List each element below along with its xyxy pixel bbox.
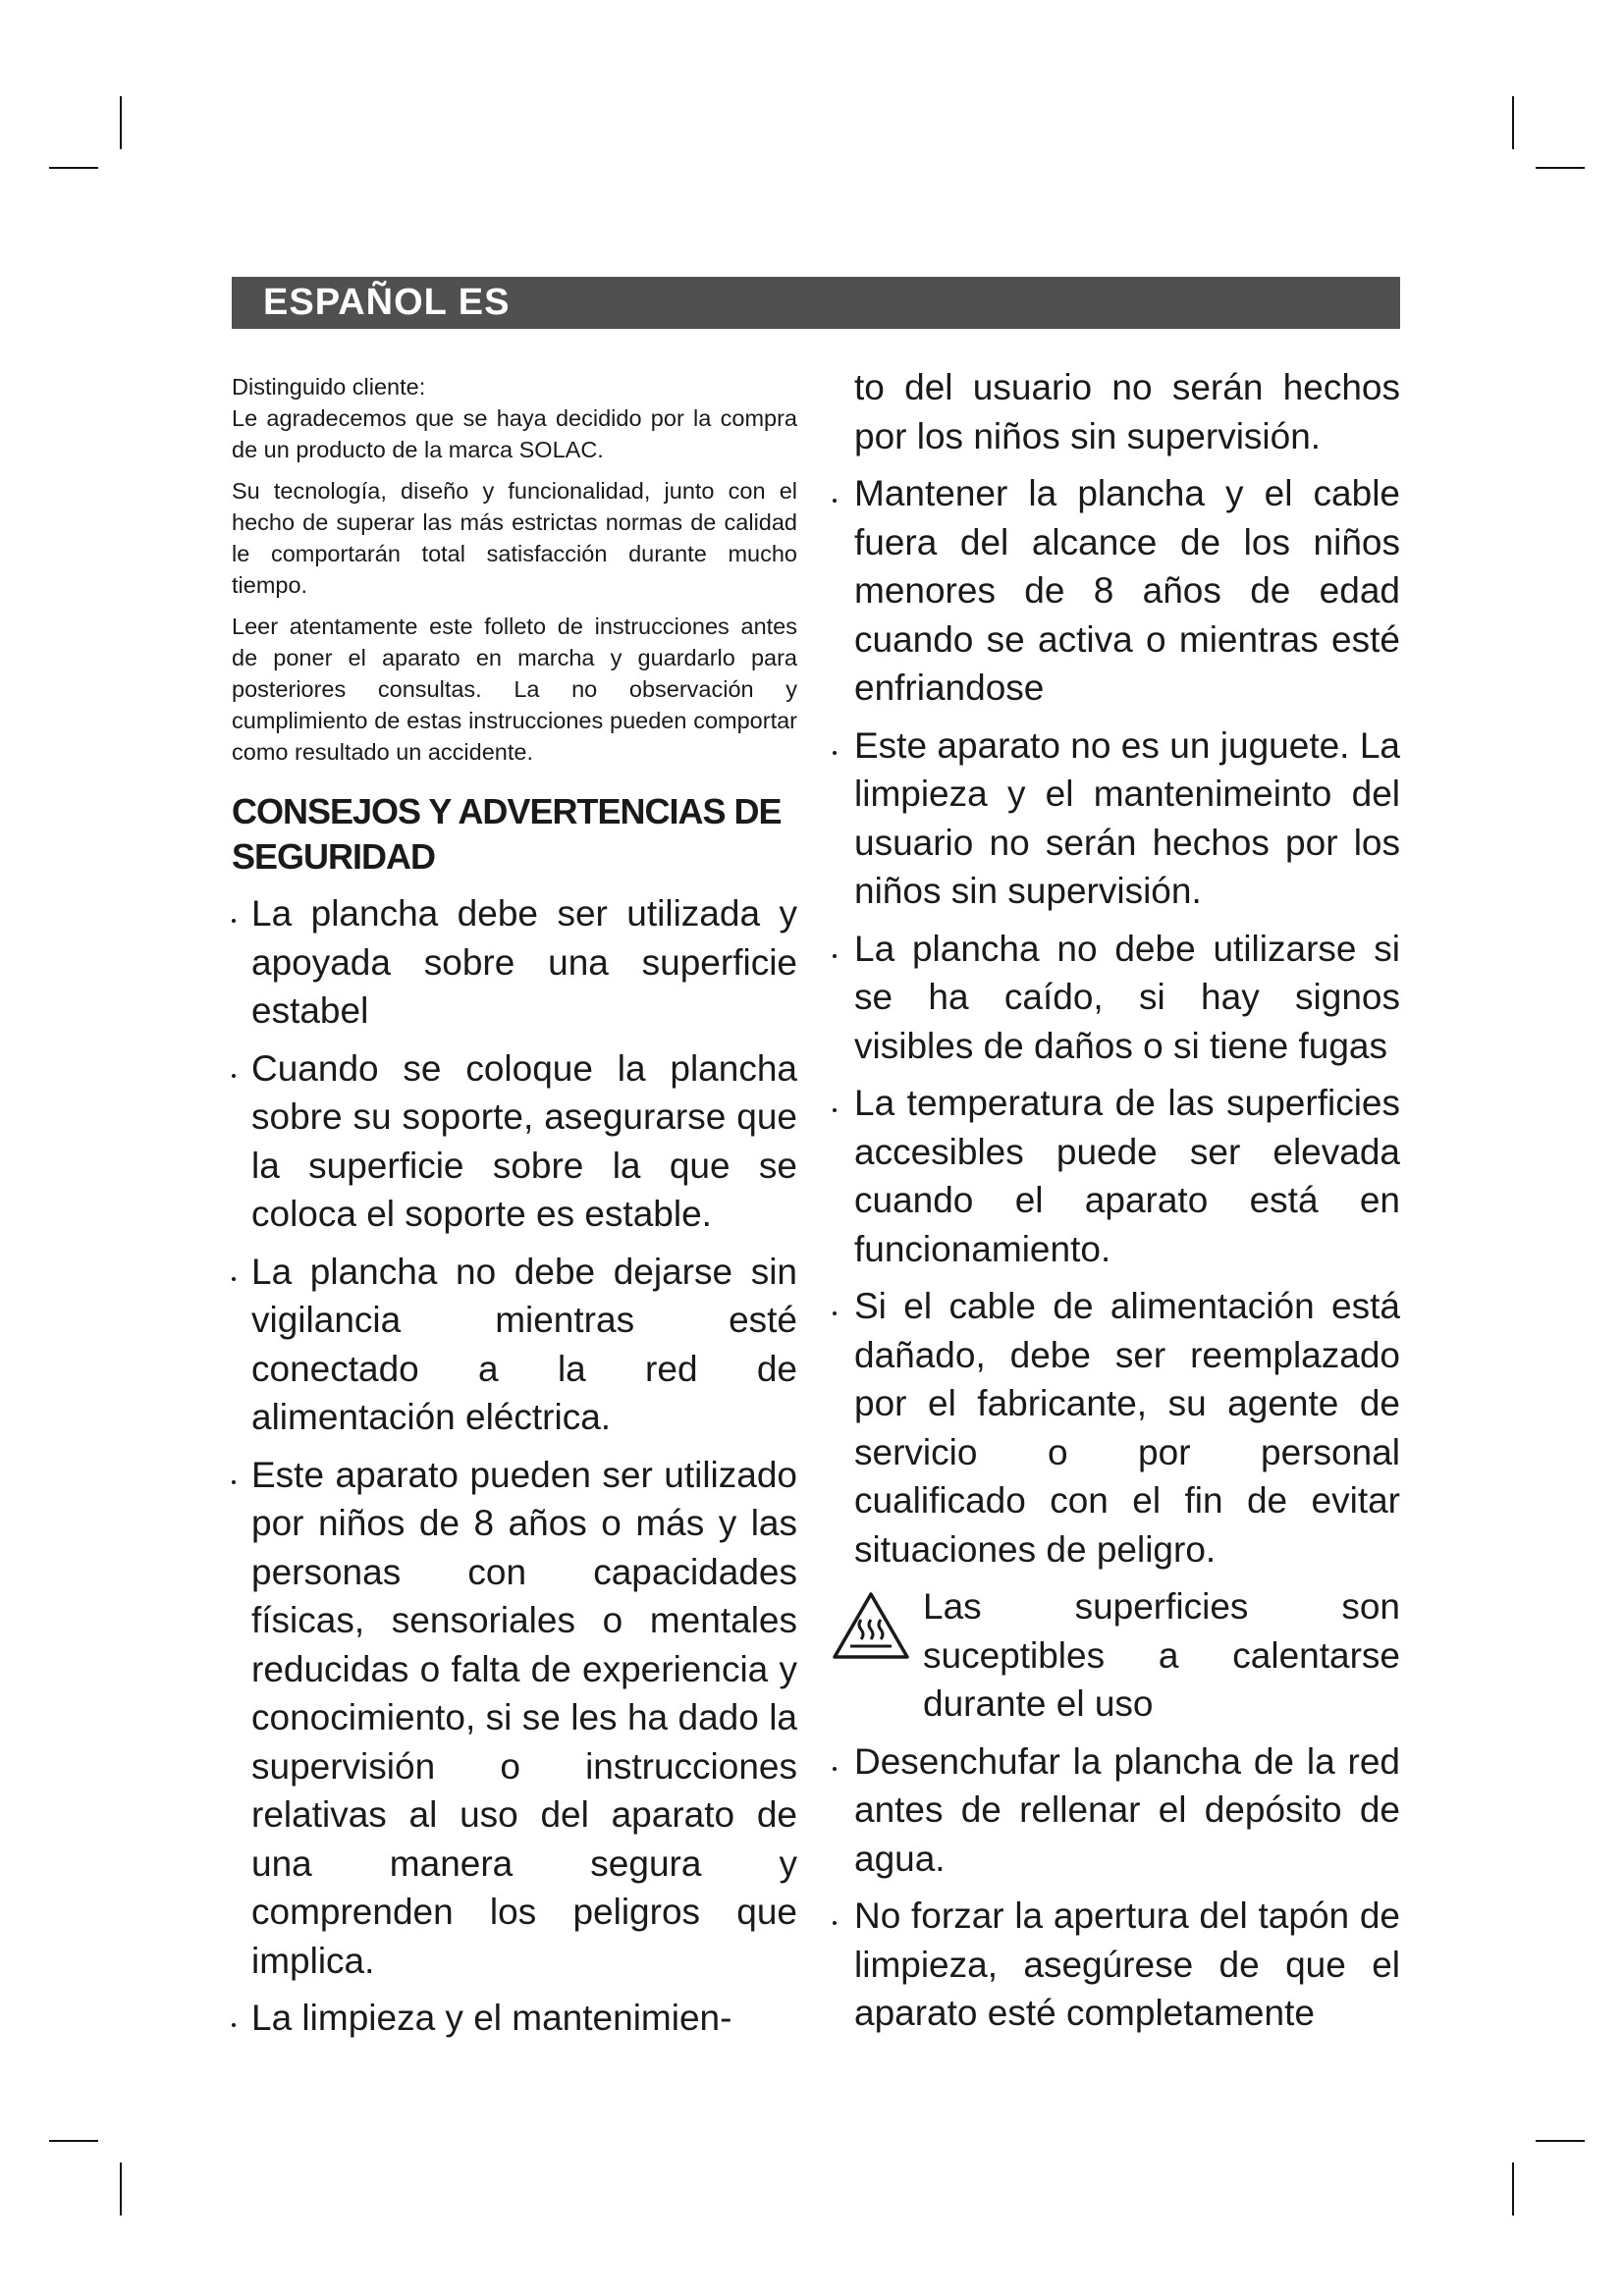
crop-mark <box>1512 2163 1514 2216</box>
safety-list-left <box>232 889 797 2043</box>
safety-item: La temperatura de las superficies accesibles puede ser elevada cuando el aparato está en funcionamiento. <box>833 1079 1400 1273</box>
crop-mark <box>1536 167 1585 169</box>
safety-item: La plancha no debe utilizarse si se ha caído, si hay signos visibles de daños o si tiene fugas <box>833 925 1400 1071</box>
language-header: ESPAÑOL ES <box>232 277 1400 329</box>
hot-surface-warning <box>833 1582 1400 1729</box>
intro-paragraph: Leer atentamente este folleto de instrucciones antes de poner el aparato en marcha y guardarlo para posteriores consultas. La no observación y cumplimiento de estas instrucciones pueden comportar como resultado un accidente. <box>232 614 797 765</box>
safety-item: La plancha debe ser utilizada y apoyada sobre una superficie estabel <box>232 889 797 1036</box>
hot-surface-icon <box>831 1590 911 1661</box>
warning-text: Las superficies son suceptibles a calentarse durante el uso <box>923 1586 1400 1724</box>
safety-item: Este aparato no es un juguete. La limpieza y el mantenimeinto del usuario no serán hechos por los niños sin supervisión. <box>833 721 1400 916</box>
safety-item: Cuando se coloque la plancha sobre su soporte, asegurarse que la superficie sobre la que se coloca el soporte es estable. <box>232 1044 797 1239</box>
safety-item: Si el cable de alimentación está dañado, debe ser reemplazado por el fabricante, su agente de servicio o por personal cualificado con el fin de evitar situaciones de peligro. <box>833 1282 1400 1574</box>
intro-paragraph: Le agradecemos que se haya decidido por la compra de un producto de la marca SOLAC. <box>232 405 797 462</box>
intro-text <box>232 371 797 768</box>
safety-list-right <box>833 363 1400 1574</box>
crop-mark <box>120 2163 122 2216</box>
crop-mark <box>1512 96 1514 149</box>
safety-item: Desenchufar la plancha de la red antes de rellenar el depósito de agua. <box>833 1737 1400 1884</box>
safety-item: Mantener la plancha y el cable fuera del alcance de los niños menores de 8 años de edad cuando se activa o mientras esté enfriandose <box>833 469 1400 713</box>
left-column <box>232 371 797 2052</box>
crop-mark <box>120 96 122 149</box>
safety-item-continuation: to del usuario no serán hechos por los niños sin supervisión. <box>854 367 1400 456</box>
right-column <box>833 363 1400 2047</box>
safety-item: La plancha no debe dejarse sin vigilancia mientras esté conectado a la red de alimentación eléctrica. <box>232 1248 797 1442</box>
safety-list-right-continued <box>833 1737 1400 2038</box>
safety-item: No forzar la apertura del tapón de limpieza, asegúrese de que el aparato esté completamente <box>833 1892 1400 2038</box>
crop-mark <box>49 167 98 169</box>
section-title: CONSEJOS Y ADVERTENCIAS DE SEGURIDAD <box>232 791 782 877</box>
safety-item: La limpieza y el mantenimien- <box>232 1994 797 2043</box>
safety-item: Este aparato pueden ser utilizado por niños de 8 años o más y las personas con capacidades físicas, sensoriales o mentales reducidas o falta de experiencia y conocimiento, si se les ha dado la supervisión o instrucciones relativas al uso del aparato de una manera segura y comprenden los peligros que implica. <box>232 1451 797 1986</box>
intro-paragraph: Su tecnología, diseño y funcionalidad, junto con el hecho de superar las más estrictas normas de calidad le comportarán total satisfacción durante mucho tiempo. <box>232 478 797 598</box>
crop-mark <box>1536 2140 1585 2142</box>
crop-mark <box>49 2140 98 2142</box>
greeting: Distinguido cliente: <box>232 374 426 400</box>
